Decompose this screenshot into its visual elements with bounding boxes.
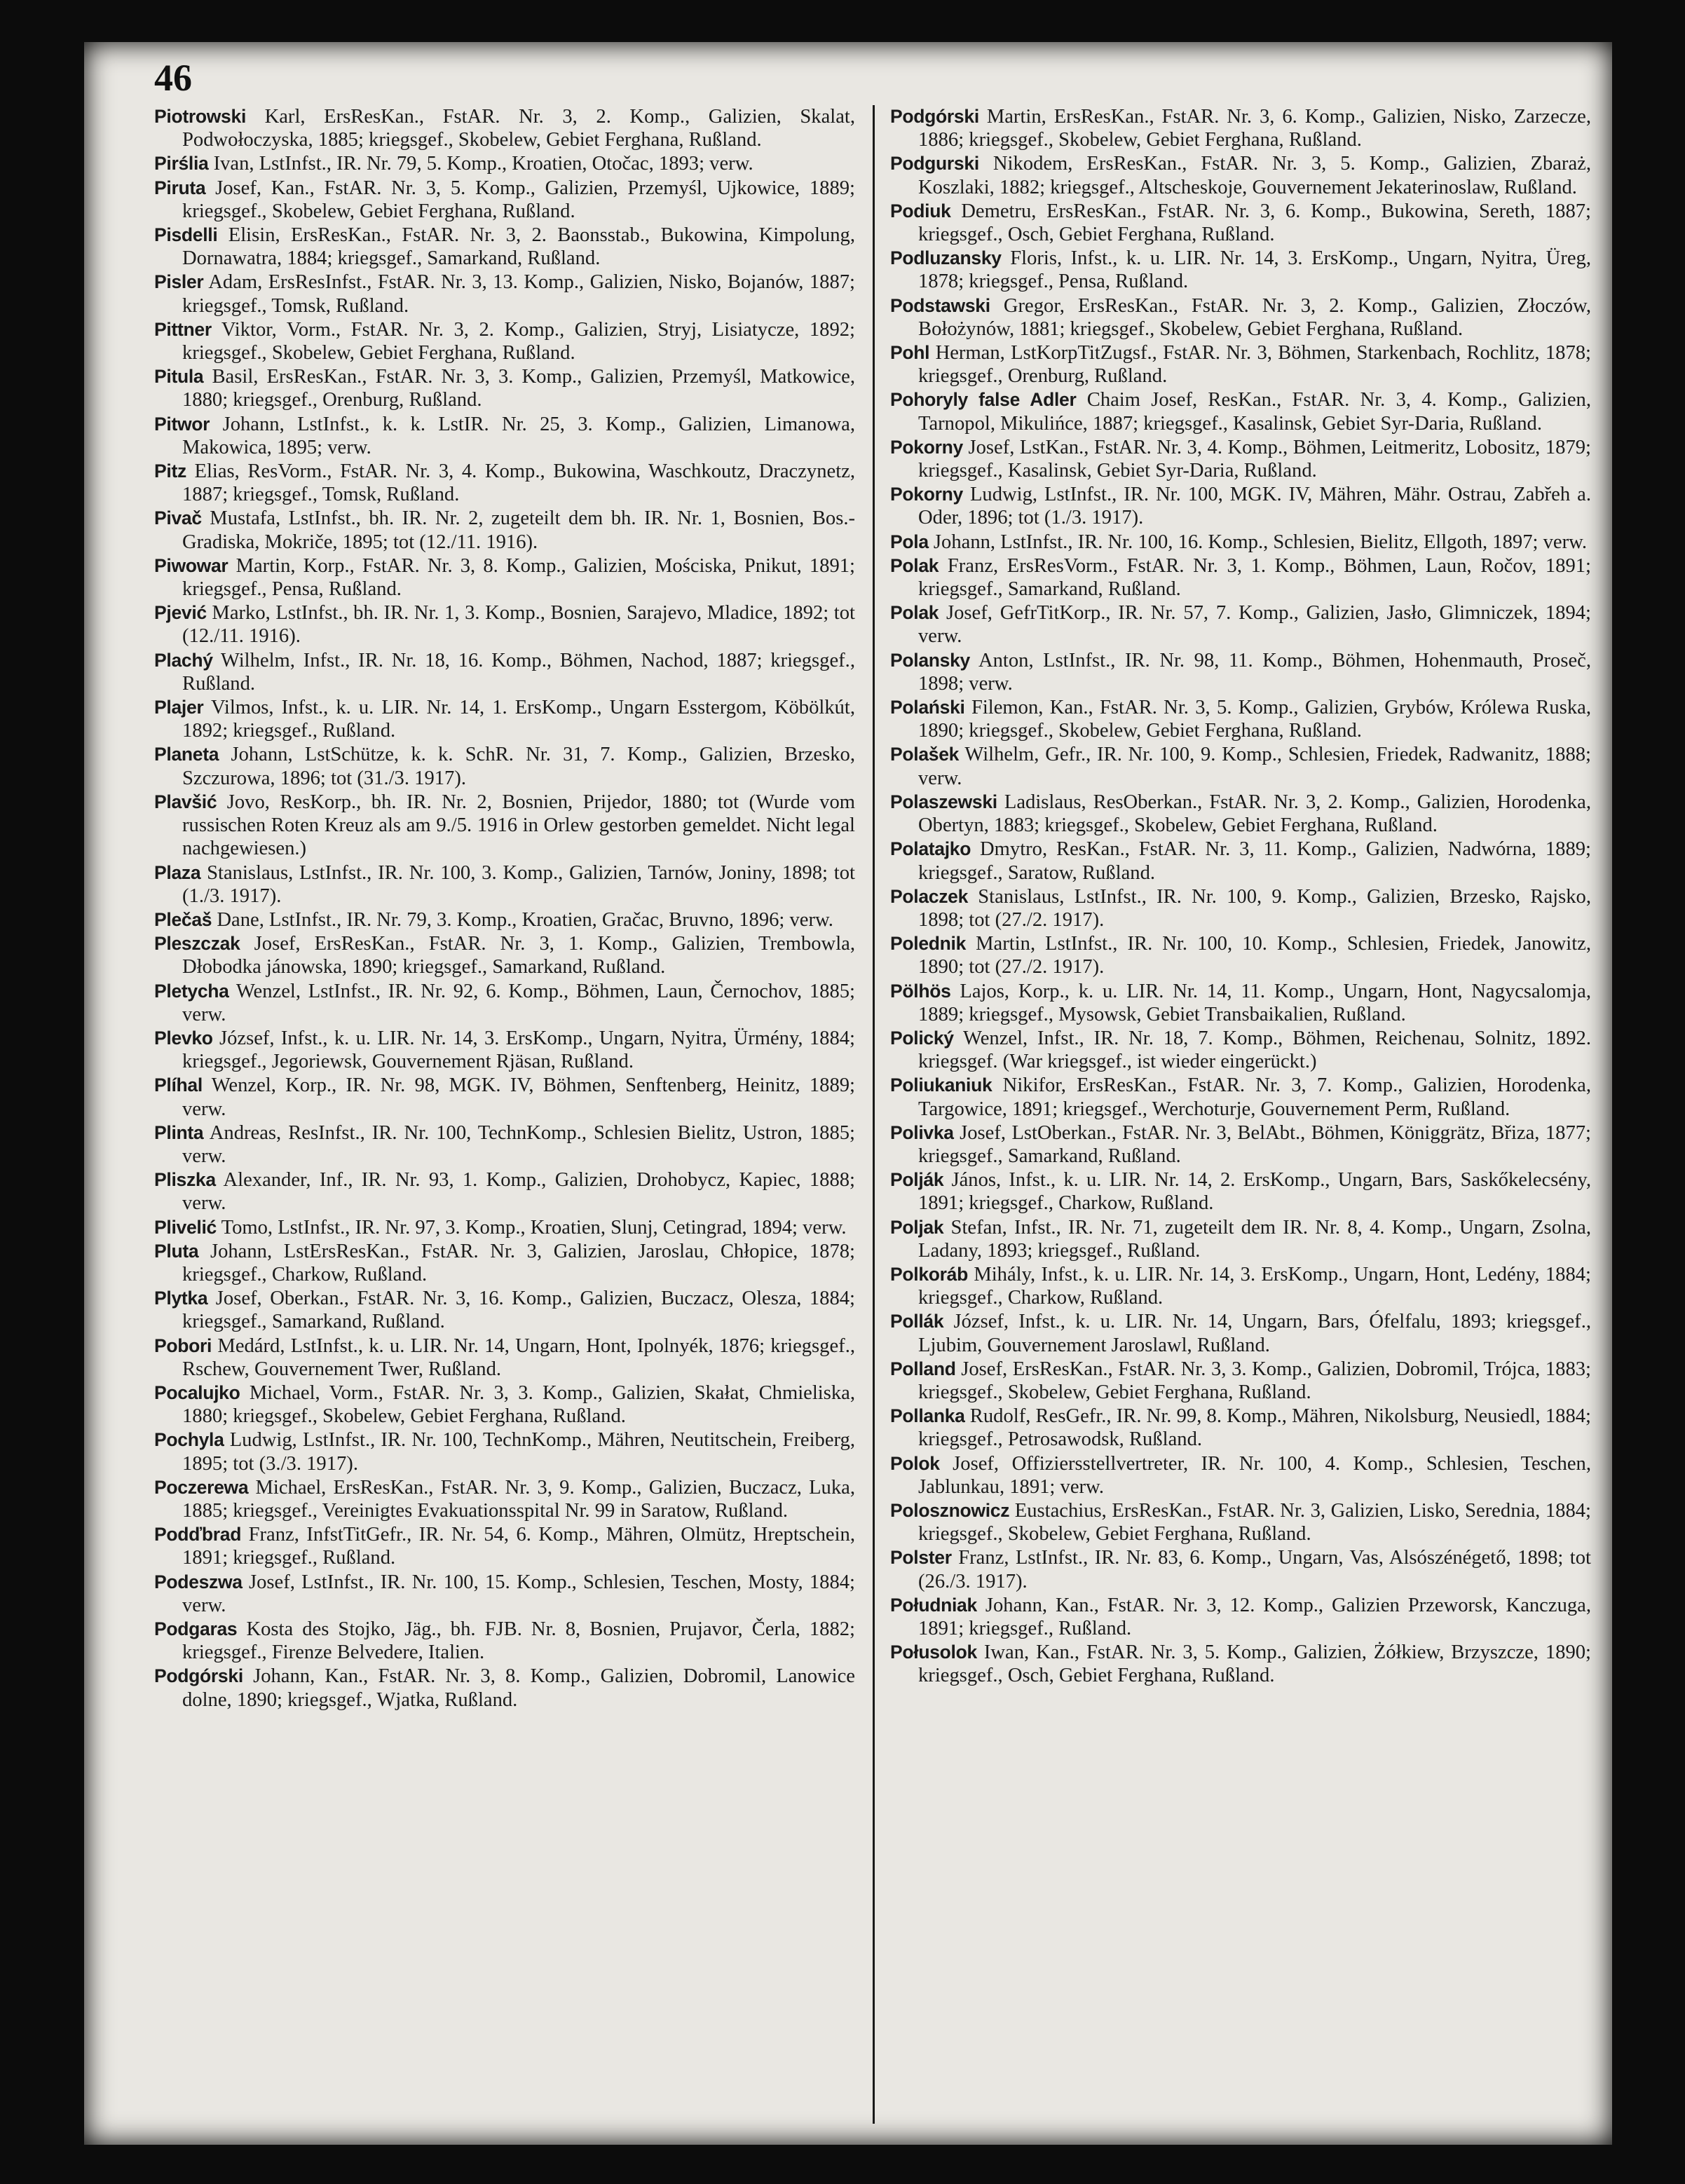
entry-details: Josef, Offiziersstellvertreter, IR. Nr. 100, 4. Komp., Schlesien, Teschen, Jablunkau, 1891; verw. [918,1452,1591,1498]
entry-surname: Plečaš [154,908,212,930]
casualty-entry [890,1027,1591,1073]
entry-surname: Polatajko [890,838,971,860]
document-page [84,42,1612,2145]
entry-details: Wilhelm, Gefr., IR. Nr. 100, 9. Komp., Schlesien, Friedek, Radwanitz, 1888; verw. [918,744,1591,789]
entry-surname: Polašek [890,744,960,765]
entry-surname: Polak [890,554,939,576]
casualty-entry [890,838,1591,884]
entry-details: Lajos, Korp., k. u. LIR. Nr. 14, 11. Komp., Ungarn, Hont, Nagycsalomja, 1889; kriegsgef., Mysowsk, Gebiet Transbaikalien, Rußland. [918,980,1591,1025]
entry-surname: Plevko [154,1027,213,1049]
entry-surname: Pölhös [890,980,951,1002]
casualty-entry [154,365,855,411]
entry-details: Josef, Oberkan., FstAR. Nr. 3, 16. Komp., Galizien, Buczacz, Olesza, 1884; kriegsgef., Samarkand, Rußland. [182,1288,855,1333]
entry-surname: Pisler [154,271,204,293]
entry-surname: Podstawski [890,294,990,316]
entry-surname: Pitz [154,460,186,482]
entry-details: Martin, LstInfst., IR. Nr. 100, 10. Komp., Schlesien, Friedek, Janowitz, 1890; tot (27./2. 1917). [918,933,1591,978]
casualty-entry [154,1665,855,1711]
entry-surname: Plachý [154,649,213,671]
entry-details: Karl, ErsResKan., FstAR. Nr. 3, 2. Komp., Galizien, Skalat, Podwołoczyska, 1885; kriegsgef., Skobelew, Gebiet Ferghana, Rußland. [182,106,855,151]
casualty-entry [154,649,855,695]
casualty-entry [890,1121,1591,1168]
casualty-entry [154,413,855,459]
entry-surname: Polański [890,697,965,718]
entry-details: Elias, ResVorm., FstAR. Nr. 3, 4. Komp., Bukowina, Waschkoutz, Draczynetz, 1887; kriegsgef., Tomsk, Rußland. [182,460,855,506]
entry-details: Michael, ErsResKan., FstAR. Nr. 3, 9. Komp., Galizien, Buczacz, Luka, 1885; kriegsgef., Vereinigtes Evakuationsspital Nr. 99 in Saratow, Rußland. [182,1476,855,1522]
casualty-entry [890,1405,1591,1451]
casualty-entry [154,1287,855,1333]
entry-details: Gregor, ErsResKan., FstAR. Nr. 3, 2. Komp., Galizien, Złoczów, Bołożynów, 1881; kriegsgef., Skobelew, Gebiet Ferghana, Rußland. [918,294,1591,340]
casualty-entry [154,1240,855,1286]
casualty-entry [890,743,1591,789]
entry-surname: Podiuk [890,200,951,221]
entry-surname: Pliszka [154,1169,216,1191]
entry-surname: Pitwor [154,413,210,435]
entry-surname: Poczerewa [154,1476,249,1498]
casualty-entry [154,318,855,364]
entry-details: Filemon, Kan., FstAR. Nr. 3, 5. Komp., Galizien, Grybów, Królewa Ruska, 1890; kriegsgef., Skobelew, Gebiet Ferghana, Rußland. [918,697,1591,742]
casualty-entry [890,1452,1591,1499]
casualty-entry [890,1310,1591,1356]
entry-surname: Pisdelli [154,224,218,246]
entry-details: Ludwig, LstInfst., IR. Nr. 100, TechnKomp., Mähren, Neutitschein, Freiberg, 1895; tot (3./3. 1917). [182,1429,855,1475]
casualty-entry [890,696,1591,742]
casualty-entry [890,885,1591,931]
casualty-entry [154,1168,855,1215]
entry-surname: Pjević [154,602,207,624]
casualty-entry [154,861,855,908]
casualty-entry [890,1074,1591,1120]
casualty-entry [154,696,855,742]
entry-surname: Polednik [890,933,967,955]
page-number: 46 [154,57,192,99]
entry-details: Johann, LstInfst., k. k. LstIR. Nr. 25, 3. Komp., Galizien, Limanowa, Makowica, 1895; verw. [182,413,855,458]
entry-details: Elisin, ErsResKan., FstAR. Nr. 3, 2. Baonsstab., Bukowina, Kimpolung, Dornawatra, 1884; kriegsgef., Samarkand, Rußland. [182,224,855,270]
entry-details: Dmytro, ResKan., FstAR. Nr. 3, 11. Komp., Galizien, Nadwórna, 1889; kriegsgef., Saratow, Rußland. [918,838,1591,884]
entry-details: Johann, LstSchütze, k. k. SchR. Nr. 31, 7. Komp., Galizien, Brzesko, Szczurowa, 1896; tot (31./3. 1917). [182,744,855,789]
entry-details: József, Infst., k. u. LIR. Nr. 14, Ungarn, Bars, Ófelfalu, 1893; kriegsgef., Ljubim, Gouvernement Jaroslawl, Rußland. [918,1311,1591,1356]
entry-details: Dane, LstInfst., IR. Nr. 79, 3. Komp., Kroatien, Gračac, Bruvno, 1896; verw. [217,908,833,931]
entry-surname: Podeszwa [154,1571,243,1592]
entry-surname: Podgórski [154,1665,243,1687]
entry-details: Andreas, ResInfst., IR. Nr. 100, TechnKomp., Schlesien Bielitz, Ustron, 1885; verw. [182,1121,855,1167]
casualty-entry [154,743,855,789]
entry-details: Ladislaus, ResOberkan., FstAR. Nr. 3, 2. Komp., Galizien, Horodenka, Obertyn, 1883; kriegsgef., Skobelew, Gebiet Ferghana, Rußland. [918,791,1591,837]
entry-details: Herman, LstKorpTitZugsf., FstAR. Nr. 3, Böhmen, Starkenbach, Rochlitz, 1878; kriegsgef., Orenburg, Rußland. [918,342,1591,388]
entry-details: Johann, Kan., FstAR. Nr. 3, 12. Komp., Galizien Przeworsk, Kanczuga, 1891; kriegsgef., Rußland. [918,1594,1591,1639]
entry-details: Josef, ErsResKan., FstAR. Nr. 3, 1. Komp., Galizien, Trembowla, Dłobodka jánowska, 1890; kriegsgef., Samarkand, Rußland. [182,933,855,978]
entry-details: Basil, ErsResKan., FstAR. Nr. 3, 3. Komp., Galizien, Przemyśl, Matkowice, 1880; kriegsgef., Orenburg, Rußland. [182,366,855,411]
casualty-entry [154,177,855,223]
entry-details: Michael, Vorm., FstAR. Nr. 3, 3. Komp., Galizien, Skałat, Chmieliska, 1880; kriegsgef., Skobelew, Gebiet Ferghana, Rußland. [182,1381,855,1428]
entry-details: Rudolf, ResGefr., IR. Nr. 99, 8. Komp., Mähren, Nikolsburg, Neusiedl, 1884; kriegsgef., Petrosawodsk, Rußland. [918,1405,1591,1451]
entry-surname: Pokorny [890,484,963,505]
entry-details: Chaim Josef, ResKan., FstAR. Nr. 3, 4. Komp., Galizien, Tarnopol, Mikulińce, 1887; kriegsgef., Kasalinsk, Gebiet Syr-Daria, Rußland. [918,389,1591,435]
entry-surname: Podgórski [890,106,979,127]
entry-surname: Pohl [890,342,930,364]
entry-surname: Pollanka [890,1405,965,1427]
column-divider [873,105,875,2124]
entry-surname: Plinta [154,1121,204,1143]
entry-surname: Pittner [154,318,212,340]
entry-surname: Polkoráb [890,1263,968,1285]
entry-details: Josef, LstOberkan., FstAR. Nr. 3, BelAbt., Böhmen, Königgrätz, Břiza, 1877; kriegsgef., Samarkand, Rußland. [918,1121,1591,1167]
entry-details: Mihály, Infst., k. u. LIR. Nr. 14, 3. ErsKomp., Ungarn, Hont, Ledény, 1884; kriegsgef., Charkow, Rußland. [918,1263,1591,1309]
casualty-entry [154,1335,855,1381]
entry-surname: Piruta [154,177,206,198]
entry-surname: Polják [890,1169,944,1191]
entry-details: József, Infst., k. u. LIR. Nr. 14, 3. ErsKomp., Ungarn, Nyitra, Ürmény, 1884; kriegsgef., Jegoriewsk, Gouvernement Rjäsan, Rußland. [182,1027,855,1073]
casualty-entry [154,791,855,861]
entry-details: Vilmos, Infst., k. u. LIR. Nr. 14, 1. ErsKomp., Ungarn Esstergom, Köbölkút, 1892; kriegsgef., Rußland. [182,697,856,742]
casualty-entry [154,1121,855,1168]
casualty-entry [890,341,1591,388]
entry-surname: Podluzansky [890,247,1002,269]
entry-surname: Pitula [154,366,204,388]
entry-details: Tomo, LstInfst., IR. Nr. 97, 3. Komp., Kroatien, Slunj, Cetingrad, 1894; verw. [221,1216,847,1238]
casualty-entry [890,601,1591,648]
casualty-entry [890,247,1591,293]
entry-surname: Połusolok [890,1642,977,1663]
casualty-entry [890,200,1591,246]
entry-surname: Polivka [890,1121,954,1143]
entry-details: Martin, ErsResKan., FstAR. Nr. 3, 6. Komp., Galizien, Nisko, Zarzecze, 1886; kriegsgef., Skobelew, Gebiet Ferghana, Rußland. [918,106,1591,151]
entry-details: Josef, LstInfst., IR. Nr. 100, 15. Komp., Schlesien, Teschen, Mosty, 1884; verw. [182,1571,855,1616]
entry-surname: Polster [890,1547,952,1569]
entry-surname: Pleszczak [154,933,240,955]
casualty-entry [154,1476,855,1522]
entry-surname: Pola [890,531,929,552]
casualty-entry [154,152,855,175]
entry-details: Martin, Korp., FstAR. Nr. 3, 8. Komp., Galizien, Mościska, Pnikut, 1891; kriegsgef., Pensa, Rußland. [182,554,855,601]
entry-details: Stanislaus, LstInfst., IR. Nr. 100, 9. Komp., Galizien, Brzesko, Rajsko, 1898; tot (27./2. 1917). [918,885,1591,931]
entry-details: Kosta des Stojko, Jäg., bh. FJB. Nr. 8, Bosnien, Prujavor, Čerla, 1882; kriegsgef., Firenze Belvedere, Italien. [182,1618,855,1664]
casualty-entry [890,791,1591,837]
entry-details: Stefan, Infst., IR. Nr. 71, zugeteilt dem IR. Nr. 8, 4. Komp., Ungarn, Zsolna, Ladany, 1893; kriegsgef., Rußland. [918,1216,1591,1262]
entry-surname: Pohoryly false Adler [890,389,1077,411]
casualty-entry [154,908,855,931]
casualty-entry [154,507,855,553]
entry-surname: Pokorny [890,436,963,458]
entry-details: János, Infst., k. u. LIR. Nr. 14, 2. ErsKomp., Ungarn, Bars, Saskőkelecsény, 1891; kriegsgef., Charkow, Rußland. [918,1169,1591,1215]
entry-surname: Południak [890,1594,977,1616]
casualty-entry [154,1216,855,1239]
entry-details: Josef, Kan., FstAR. Nr. 3, 5. Komp., Galizien, Przemyśl, Ujkowice, 1889; kriegsgef., Skobelew, Gebiet Ferghana, Rußland. [182,177,855,222]
entry-details: Eustachius, ErsResKan., FstAR. Nr. 3, Galizien, Lisko, Serednia, 1884; kriegsgef., Skobelew, Gebiet Ferghana, Rußland. [918,1499,1591,1545]
entry-surname: Plaza [154,861,201,883]
casualty-entry [890,436,1591,482]
entry-surname: Plavšić [154,791,217,812]
casualty-entry [890,1216,1591,1262]
casualty-entry [890,388,1591,435]
casualty-entry [890,105,1591,151]
entry-surname: Pletycha [154,980,229,1002]
casualty-entry [890,980,1591,1026]
casualty-entry [154,105,855,151]
entry-details: Alexander, Inf., IR. Nr. 93, 1. Komp., Galizien, Drohobycz, Kapiec, 1888; verw. [182,1169,855,1215]
entry-surname: Polak [890,602,939,624]
casualty-entry [890,649,1591,695]
casualty-entry [154,224,855,270]
entry-surname: Poljak [890,1216,944,1238]
entry-details: Franz, ErsResVorm., FstAR. Nr. 3, 1. Komp., Böhmen, Laun, Ročov, 1891; kriegsgef., Samarkand, Rußland. [918,554,1591,601]
entry-details: Demetru, ErsResKan., FstAR. Nr. 3, 6. Komp., Bukowina, Sereth, 1887; kriegsgef., Osch, Gebiet Ferghana, Rußland. [918,200,1591,246]
left-column [154,105,855,1712]
entry-details: Floris, Infst., k. u. LIR. Nr. 14, 3. ErsKomp., Ungarn, Nyitra, Üreg, 1878; kriegsgef., Pensa, Rußland. [918,247,1591,293]
entry-details: Ludwig, LstInfst., IR. Nr. 100, MGK. IV, Mähren, Mähr. Ostrau, Zabřeh a. Oder, 1896; tot (1./3. 1917). [918,484,1591,529]
casualty-entry [154,601,855,648]
entry-details: Adam, ErsResInfst., FstAR. Nr. 3, 13. Komp., Galizien, Nisko, Bojanów, 1887; kriegsgef., Tomsk, Rußland. [182,271,855,317]
entry-details: Iwan, Kan., FstAR. Nr. 3, 5. Komp., Galizien, Żółkiew, Brzyszcze, 1890; kriegsgef., Osch, Gebiet Ferghana, Rußland. [918,1642,1591,1687]
entry-surname: Podgurski [890,153,979,175]
entry-details: Josef, LstKan., FstAR. Nr. 3, 4. Komp., Böhmen, Leitmeritz, Lobositz, 1879; kriegsgef., Kasalinsk, Gebiet Syr-Daria, Rußland. [918,436,1591,482]
casualty-entry [890,932,1591,978]
entry-details: Ivan, LstInfst., IR. Nr. 79, 5. Komp., Kroatien, Otočac, 1893; verw. [213,153,753,175]
casualty-entry [890,152,1591,198]
entry-details: Johann, Kan., FstAR. Nr. 3, 8. Komp., Galizien, Dobromil, Lanowice dolne, 1890; kriegsgef., Wjatka, Rußland. [182,1665,855,1711]
entry-details: Johann, LstInfst., IR. Nr. 100, 16. Komp., Schlesien, Bielitz, Ellgoth, 1897; verw. [933,531,1588,553]
entry-surname: Plivelić [154,1216,217,1238]
entry-surname: Planeta [154,744,219,765]
casualty-entry [154,1428,855,1475]
entry-details: Franz, LstInfst., IR. Nr. 83, 6. Komp., Ungarn, Vas, Alsószénégető, 1898; tot (26./3. 1917). [918,1547,1591,1592]
entry-details: Viktor, Vorm., FstAR. Nr. 3, 2. Komp., Galizien, Stryj, Lisiatycze, 1892; kriegsgef., Skobelew, Gebiet Ferghana, Rußland. [182,318,855,364]
entry-details: Wenzel, Infst., IR. Nr. 18, 7. Komp., Böhmen, Reichenau, Solnitz, 1892. kriegsgef. (War kriegsgef., ist wieder eingerückt.) [918,1027,1591,1073]
entry-details: Josef, ErsResKan., FstAR. Nr. 3, 3. Komp., Galizien, Dobromil, Trójca, 1883; kriegsgef., Skobelew, Gebiet Ferghana, Rußland. [918,1358,1592,1403]
casualty-entry [890,1168,1591,1215]
casualty-entry [890,1358,1591,1404]
entry-surname: Polok [890,1452,940,1474]
entry-details: Wenzel, LstInfst., IR. Nr. 92, 6. Komp., Böhmen, Laun, Černochov, 1885; verw. [182,980,855,1025]
casualty-entry [890,1546,1591,1592]
casualty-entry [890,1263,1591,1309]
entry-surname: Poliukaniuk [890,1074,992,1096]
casualty-entry [154,554,855,601]
casualty-entry [154,1381,855,1428]
entry-details: Nikodem, ErsResKan., FstAR. Nr. 3, 5. Komp., Galizien, Zbaraż, Koszlaki, 1882; kriegsgef., Altscheskoje, Gouvernement Jekaterinoslaw, Rußland. [918,153,1591,198]
casualty-entry [890,554,1591,601]
casualty-entry [154,271,855,317]
casualty-entry [890,531,1591,554]
casualty-entry [154,1571,855,1617]
entry-details: Johann, LstErsResKan., FstAR. Nr. 3, Galizien, Jaroslau, Chłopice, 1878; kriegsgef., Charkow, Rußland. [182,1240,855,1285]
entry-surname: Podďbrad [154,1524,242,1545]
casualty-entry [154,460,855,506]
entry-surname: Plajer [154,697,204,718]
entry-surname: Polický [890,1027,954,1049]
entry-details: Wenzel, Korp., IR. Nr. 98, MGK. IV, Böhmen, Senftenberg, Heinitz, 1889; verw. [182,1074,855,1120]
entry-details: Stanislaus, LstInfst., IR. Nr. 100, 3. Komp., Galizien, Tarnów, Joniny, 1898; tot (1./3. 1917). [182,861,855,907]
casualty-entry [890,1641,1591,1687]
entry-surname: Pochyla [154,1429,224,1451]
entry-details: Jovo, ResKorp., bh. IR. Nr. 2, Bosnien, Prijedor, 1880; tot (Wurde vom russischen Roten Kreuz als am 9./5. 1916 in Orlew gestorben gemeldet. Nicht legal nachgewiesen.) [182,791,855,860]
entry-surname: Pocalujko [154,1381,240,1403]
entry-details: Josef, GefrTitKorp., IR. Nr. 57, 7. Komp., Galizien, Jasło, Glimniczek, 1894; verw. [918,602,1592,648]
entry-surname: Piwowar [154,554,228,576]
entry-surname: Polland [890,1358,956,1379]
entry-surname: Piotrowski [154,106,247,127]
entry-details: Mustafa, LstInfst., bh. IR. Nr. 2, zugeteilt dem bh. IR. Nr. 1, Bosnien, Bos.-Gradiska, Mokriče, 1895; tot (12./11. 1916). [182,507,855,553]
casualty-entry [154,1523,855,1569]
entry-details: Anton, LstInfst., IR. Nr. 98, 11. Komp., Böhmen, Hohenmauth, Proseč, 1898; verw. [918,649,1591,695]
casualty-entry [154,1618,855,1664]
entry-surname: Polansky [890,649,970,671]
entry-surname: Plíhal [154,1074,203,1096]
entry-surname: Plytka [154,1288,208,1309]
entry-surname: Polaszewski [890,791,997,812]
casualty-entry [890,1499,1591,1545]
casualty-entry [154,1074,855,1120]
entry-details: Medárd, LstInfst., k. u. LIR. Nr. 14, Ungarn, Hont, Ipolnyék, 1876; kriegsgef., Rschew, Gouvernement Twer, Rußland. [182,1335,855,1380]
entry-details: Wilhelm, Infst., IR. Nr. 18, 16. Komp., Böhmen, Nachod, 1887; kriegsgef., Rußland. [182,649,855,695]
entry-surname: Polaczek [890,885,969,907]
entry-surname: Podgaras [154,1618,238,1639]
entry-surname: Pluta [154,1240,199,1262]
entry-surname: Pollák [890,1311,944,1332]
casualty-entry [890,294,1591,341]
entry-details: Marko, LstInfst., bh. IR. Nr. 1, 3. Komp., Bosnien, Sarajevo, Mladice, 1892; tot (12./11. 1916). [182,602,855,648]
casualty-entry [890,483,1591,529]
entry-surname: Polosznowicz [890,1499,1010,1521]
right-column [890,105,1591,1688]
entry-details: Franz, InfstTitGefr., IR. Nr. 54, 6. Komp., Mähren, Olmütz, Hreptschein, 1891; kriegsgef., Rußland. [182,1524,855,1569]
casualty-entry [154,932,855,978]
casualty-entry [154,980,855,1026]
entry-details: Nikifor, ErsResKan., FstAR. Nr. 3, 7. Komp., Galizien, Horodenka, Targowice, 1891; kriegsgef., Werchoturje, Gouvernement Perm, Rußland. [918,1074,1591,1120]
entry-surname: Pirślia [154,153,209,175]
entry-surname: Pobori [154,1335,212,1356]
entry-surname: Pivač [154,507,202,529]
casualty-entry [154,1027,855,1073]
casualty-entry [890,1594,1591,1640]
